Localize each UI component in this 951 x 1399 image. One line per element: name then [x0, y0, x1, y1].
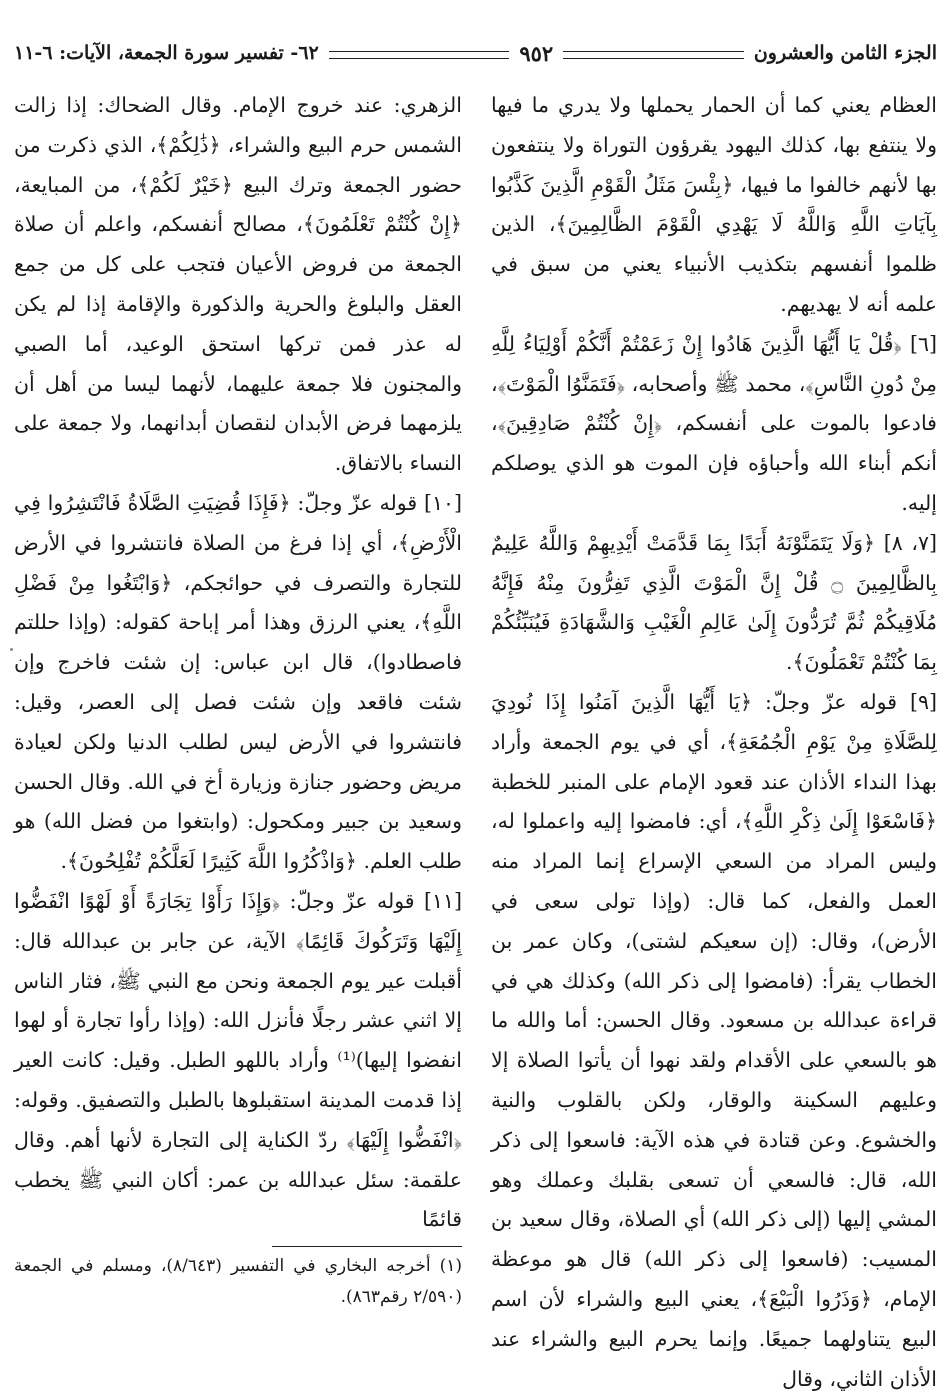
header-rule-left	[329, 51, 510, 59]
page-number: ٩٥٢	[519, 40, 554, 66]
page-header	[14, 34, 937, 72]
paragraph: [١١] قوله عزّ وجلّ: ﴿وَإِذَا رَأَوْا تِجَارَةً أَوْ لَهْوًا انْفَضُّوا إِلَيْهَا وَتَرَكُوكَ قَائِمًا﴾ الآية، عن جابر بن عبدالله قال: أقبلت عير يوم الجمعة ونحن مع النبي ﷺ، فثار الناس إلا اثني عشر رجلًا فأنزل الله: (وإذا رأوا تجارة أو لهوا انفضوا إليها)⁽¹⁾ وأراد باللهو الطبل. وقيل: كانت العير إذا قدمت المدينة استقبلوها بالطبل والتصفيق. وقوله: ﴿انْفَضُّوا إِلَيْهَا﴾ ردّ الكناية إلى التجارة لأنها أهم. وقال علقمة: سئل عبدالله بن عمر: أكان النبي ﷺ يخطب قائمًا	[14, 888, 462, 1232]
paragraph: [٦] ﴿قُلْ يَا أَيُّهَا الَّذِينَ هَادُوا إِنْ زَعَمْتُمْ أَنَّكُمْ أَوْلِيَاءُ لِلَّهِ مِنْ دُونِ النَّاسِ﴾، محمد ﷺ وأصحابه، ﴿فَتَمَنَّوُا الْمَوْتَ﴾، فادعوا بالموت على أنفسكم، ﴿إِنْ كُنْتُمْ صَادِقِينَ﴾، أنكم أبناء الله وأحباؤه فإن الموت هو الذي يوصلكم إليه.	[491, 331, 937, 515]
paragraph: الزهري: عند خروج الإمام. وقال الضحاك: إذا زالت الشمس حرم البيع والشراء، ﴿ذَٰلِكُمْ﴾، الذي ذكرت من حضور الجمعة وترك البيع ﴿خَيْرٌ لَكُمْ﴾، من المبايعة، ﴿إِنْ كُنْتُمْ تَعْلَمُونَ﴾، مصالح أنفسكم، واعلم أن صلاة الجمعة من فروض الأعيان فتجب على كل من جمع العقل والبلوغ والحرية والذكورة والإقامة إذا لم يكن له عذر فمن تركها استحق الوعيد، أما الصبي والمجنون فلا جمعة عليهما، لأنهما ليسا من أهل أن يلزمهما فرض الأبدان لنقصان أبدانهما، ولا جمعة على النساء بالاتفاق.	[14, 93, 462, 476]
paragraph: [٧، ٨] ﴿وَلَا يَتَمَنَّوْنَهُ أَبَدًا بِمَا قَدَّمَتْ أَيْدِيهِمْ وَاللَّهُ عَلِيمٌ بِالظَّالِمِينَ ۝ قُلْ إِنَّ الْمَوْتَ الَّذِي تَفِرُّونَ مِنْهُ فَإِنَّهُ مُلَاقِيكُمْ ثُمَّ تُرَدُّونَ إِلَىٰ عَالِمِ الْغَيْبِ وَالشَّهَادَةِ فَيُنَبِّئُكُمْ بِمَا كُنْتُمْ تَعْمَلُونَ﴾.	[491, 530, 937, 675]
footnote: (١) أخرجه البخاري في التفسير (٨/٦٤٣)، ومسلم في الجمعة (٢/٥٩٠ رقم٨٦٣).	[14, 1256, 462, 1308]
paragraph: العظام يعني كما أن الحمار يحملها ولا يدري ما فيها ولا ينتفع بها، كذلك اليهود يقرؤون التوراة ولا ينتفعون بها لأنهم خالفوا ما فيها، ﴿بِئْسَ مَثَلُ الْقَوْمِ الَّذِينَ كَذَّبُوا بِآيَاتِ اللَّهِ وَاللَّهُ لَا يَهْدِي الْقَوْمَ الظَّالِمِينَ﴾، الذين ظلموا أنفسهم بتكذيب الأنبياء يعني من سبق في علمه أنه لا يهديهم.	[491, 93, 937, 316]
right-column	[491, 86, 937, 1391]
footnote-divider	[272, 1246, 462, 1247]
left-column	[14, 86, 462, 1376]
paragraph: [٩] قوله عزّ وجلّ: ﴿يَا أَيُّهَا الَّذِينَ آمَنُوا إِذَا نُودِيَ لِلصَّلَاةِ مِنْ يَوْمِ الْجُمُعَةِ﴾، أي في يوم الجمعة وأراد بهذا النداء الأذان عند قعود الإمام على المنبر للخطبة ﴿فَاسْعَوْا إِلَىٰ ذِكْرِ اللَّهِ﴾، أي: فامضوا إليه واعملوا له، وليس المراد من السعي الإسراع إنما المراد منه العمل والفعل، كما قال: (وإذا تولى سعى في الأرض)، وقال: (إن سعيكم لشتى)، وكان عمر بن الخطاب يقرأ: (فامضوا إلى ذكر الله) وكذلك هي في قراءة عبدالله بن مسعود. وقال الحسن: أما والله ما هو بالسعي على الأقدام ولقد نهوا أن يأتوا الصلاة إلا وعليهم السكينة والوقار، ولكن بالقلوب والنية والخشوع. وعن قتادة في هذه الآية: فاسعوا إلى ذكر الله، قال: فالسعي أن تسعى بقلبك وعملك وهو المشي إليها (إلى ذكر الله) أي الصلاة، وقال سعيد بن المسيب: (فاسعوا إلى ذكر الله) قال هو موعظة الإمام، ﴿وَذَرُوا الْبَيْعَ﴾، يعني البيع والشراء لأن اسم البيع يتناولهما جميعًا. وإنما يحرم البيع والشراء عند الأذان الثاني، وقال	[491, 689, 937, 1391]
header-part: الجزء الثامن والعشرون	[753, 42, 937, 64]
margin-mark	[10, 648, 13, 651]
paragraph: [١٠] قوله عزّ وجلّ: ﴿فَإِذَا قُضِيَتِ الصَّلَاةُ فَانْتَشِرُوا فِي الْأَرْضِ﴾، أي إذا فرغ من الصلاة فانتشروا في الأرض للتجارة والتصرف في حوائجكم، ﴿وَابْتَغُوا مِنْ فَضْلِ اللَّهِ﴾، يعني الرزق وهذا أمر إباحة كقوله: (وإذا حللتم فاصطادوا)، قال ابن عباس: إن شئت فاخرج وإن شئت فاقعد وإن شئت فصل إلى العصر، وقيل: فانتشروا في الأرض ليس لطلب الدنيا ولكن لعيادة مريض وحضور جنازة وزيارة أخ في الله. وقال الحسن وسعيد بن جبير ومكحول: (وابتغوا من فضل الله) هو طلب العلم. ﴿وَاذْكُرُوا اللَّهَ كَثِيرًا لَعَلَّكُمْ تُفْلِحُونَ﴾.	[14, 490, 462, 874]
header-chapter: ٦٢- تفسير سورة الجمعة، الآيات: ٦-١١	[14, 42, 319, 64]
header-rule-right	[563, 51, 744, 59]
